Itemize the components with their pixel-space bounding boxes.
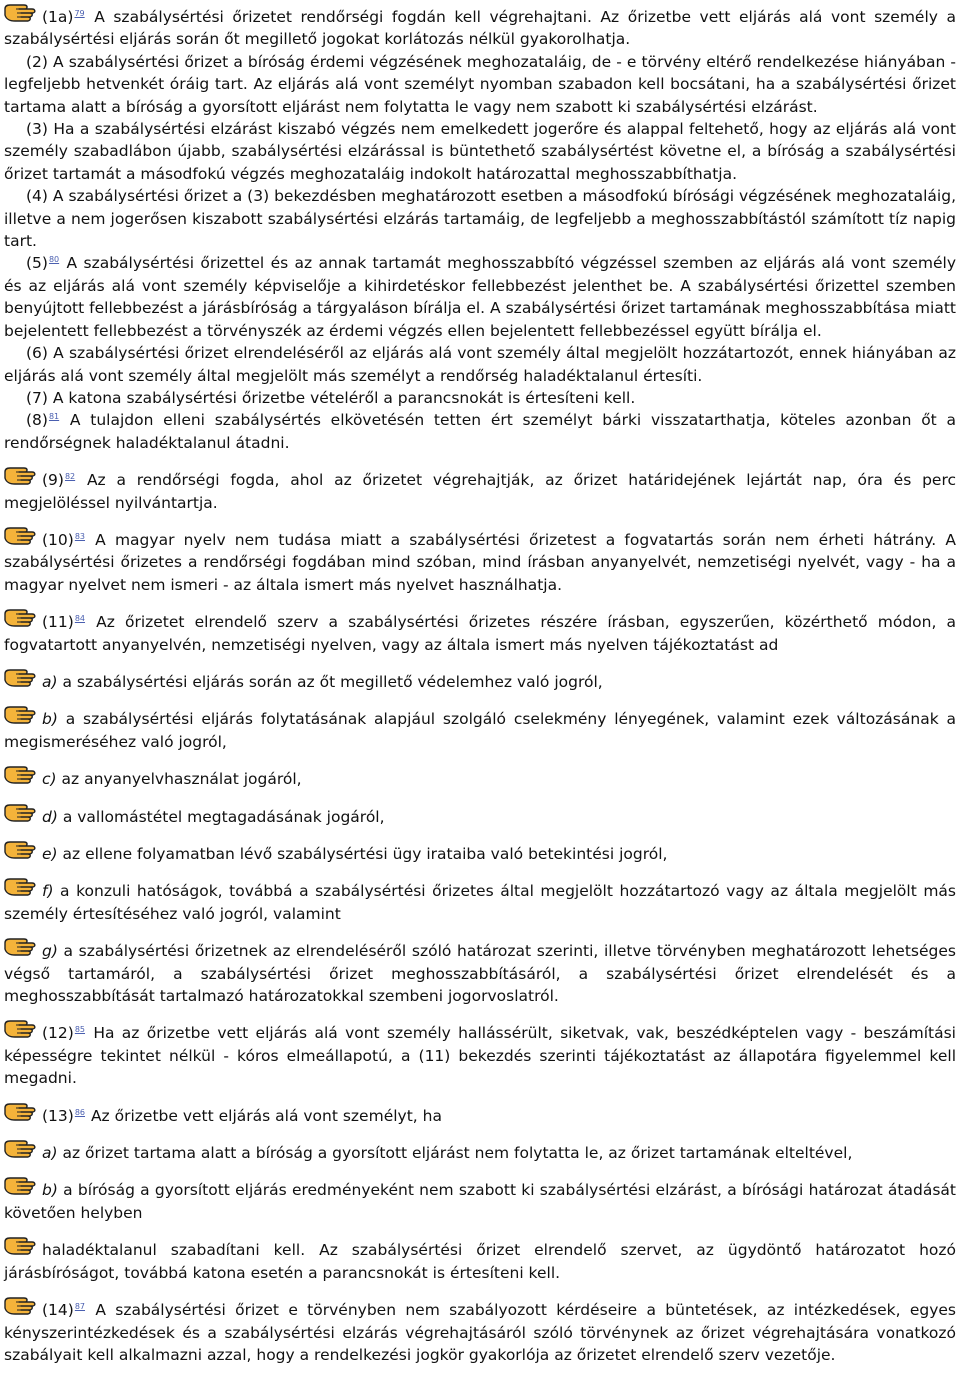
paragraph-number: (11) bbox=[42, 613, 74, 632]
paragraph-number: (5) bbox=[26, 254, 48, 273]
paragraph bbox=[4, 252, 956, 342]
paragraph-text: haladéktalanul szabadítani kell. Az szabálysértési őrizet elrendelő szervet, az ügydöntő határozatot hozó járásbíróságot, továbbá katona esetén a parancsnokát is értesíteni kell. bbox=[4, 1241, 956, 1282]
footnote-link[interactable]: 82 bbox=[64, 472, 76, 482]
paragraph-text: A szabálysértési őrizetet rendőrségi fogdán kell végrehajtani. Az őrizetbe vett eljárás alá vont személy a szabálysértési eljárás során őt megillető jogokat korlátozás nélkül gyakorolhatja. bbox=[4, 8, 956, 49]
paragraph-text: a vallomástétel megtagadásának jogáról, bbox=[57, 807, 385, 826]
paragraph-text: az őrizet tartama alatt a bíróság a gyorsított eljárást nem folytatta le, az őrizet tartamának elteltével, bbox=[57, 1144, 853, 1163]
paragraph-text: a szabálysértési eljárás folytatásának alapjául szolgáló cselekmény lényegének, valamint ezek változásának a megismeréséhez való jogról, bbox=[4, 710, 956, 751]
list-item bbox=[4, 702, 956, 753]
list-letter: b) bbox=[42, 710, 58, 729]
footnote-link[interactable]: 80 bbox=[48, 255, 60, 265]
paragraph-text: A katona szabálysértési őrizetbe vételéről a parancsnokát is értesíteni kell. bbox=[47, 388, 636, 407]
paragraph-text: az ellene folyamatban lévő szabálysértési ügy irataiba való betekintési jogról, bbox=[57, 845, 668, 863]
pointing-hand-icon[interactable] bbox=[4, 1136, 40, 1162]
paragraph bbox=[4, 342, 956, 387]
pointing-hand-icon[interactable] bbox=[4, 800, 40, 826]
paragraph bbox=[4, 118, 956, 185]
paragraph-number: (14) bbox=[42, 1301, 74, 1320]
paragraph bbox=[4, 1293, 956, 1366]
pointing-hand-icon[interactable] bbox=[4, 1016, 40, 1042]
list-letter: c) bbox=[42, 770, 57, 789]
list-letter: g) bbox=[42, 942, 58, 961]
paragraph-text: a szabálysértési eljárás során az őt megillető védelemhez való jogról, bbox=[57, 672, 603, 691]
paragraph-text: a konzuli hatóságok, továbbá a szabálysértési őrizetes által megjelölt hozzátartozó vagy az általa megjelölt más személy értesítéséhez való jogról, valamint bbox=[4, 882, 956, 923]
paragraph bbox=[4, 463, 956, 514]
paragraph-text: A szabálysértési őrizet e törvényben nem szabályozott kérdéseire a büntetések, az intézkedések, egyes kényszerintézkedések és a szabálysértési elzárás végrehajtásáról szóló törvénynek az őrizet végrehajtására vonatkozó szabályait kell alkalmazni azzal, hogy a rendelkezési jogkör gyakorlója az őrizetet elrendelő szerv vezetője. bbox=[4, 1301, 956, 1364]
list-item bbox=[4, 1173, 956, 1224]
list-letter: e) bbox=[42, 845, 58, 863]
pointing-hand-icon[interactable] bbox=[4, 837, 40, 863]
paragraph bbox=[4, 0, 956, 51]
pointing-hand-icon[interactable] bbox=[4, 0, 40, 26]
list-item bbox=[4, 837, 956, 865]
pointing-hand-icon[interactable] bbox=[4, 463, 40, 489]
list-letter: d) bbox=[42, 807, 58, 826]
paragraph bbox=[4, 1099, 956, 1127]
paragraph-number: (7) bbox=[26, 388, 48, 407]
paragraph-number: (10) bbox=[42, 530, 74, 549]
paragraph-number: (13) bbox=[42, 1106, 74, 1125]
paragraph-number: (3) bbox=[26, 120, 48, 139]
paragraph-text: A szabálysértési őrizettel és az annak tartamát meghosszabbító végzéssel szemben az eljárás alá vont személy és az eljárás alá vont személy képviselője a kihirdetéskor fellebbezést jelenthet be. A szabálysértési őrizettel szemben benyújtott fellebbezést a járásbíróság a tárgyaláson bírálja el. A szabálysértési őrizet tartamának meghosszabbítása miatt bejelentett fellebbezést a törvényszék az érdemi végzés ellen bejelentett fellebbezéssel együtt bírálja el. bbox=[4, 254, 956, 340]
pointing-hand-icon[interactable] bbox=[4, 702, 40, 728]
list-letter: b) bbox=[42, 1181, 58, 1200]
paragraph-text: A tulajdon elleni szabálysértés elkövetésén tetten ért személyt bárki visszatarthatja, köteles azonban őt a rendőrségnek haladéktalanul átadni. bbox=[4, 411, 956, 452]
paragraph-number: (2) bbox=[26, 52, 48, 71]
pointing-hand-icon[interactable] bbox=[4, 1293, 40, 1319]
paragraph-text: a szabálysértési őrizetnek az elrendeléséről szóló határozat szerinti, illetve törvényben meghatározott lehetséges végső tartamáról, a szabálysértési őrizet meghosszabbításáról, a szabálysértési őrizet elrendelését és a meghosszabbítását tartalmazó határozatokkal szembeni jogorvoslatról. bbox=[4, 942, 956, 1006]
list-letter: a) bbox=[42, 1144, 58, 1163]
paragraph-text: A szabálysértési őrizet a (3) bekezdésben meghatározott esetben a másodfokú bírósági végzésének meghozataláig, illetve a nem jogerősen kiszabott szabálysértési elzárás tartamáig, de legfeljebb a meghosszabbítástól számított tíz napig tart. bbox=[4, 187, 956, 251]
pointing-hand-icon[interactable] bbox=[4, 665, 40, 691]
paragraph bbox=[4, 51, 956, 118]
paragraph bbox=[4, 605, 956, 656]
paragraph-text: Ha az őrizetbe vett eljárás alá vont személy hallássérült, siketvak, vak, beszédképtelen vagy - beszámítási képességre tekintet nélkül - kóros elmeállapotú, a (11) bekezdés szerinti tájékoztatást az állapotára figyelemmel kell megadni. bbox=[4, 1024, 956, 1088]
pointing-hand-icon[interactable] bbox=[4, 1173, 40, 1199]
list-item bbox=[4, 800, 956, 828]
footnote-link[interactable]: 83 bbox=[74, 531, 86, 541]
list-letter: a) bbox=[42, 672, 58, 691]
paragraph-text: A szabálysértési őrizet elrendeléséről az eljárás alá vont személy által megjelölt hozzátartozót, ennek hiányában az eljárás alá vont személy által megjelölt más személyt a rendőrség haladéktalanul értesíti. bbox=[4, 344, 956, 385]
paragraph-number: (4) bbox=[26, 187, 48, 206]
pointing-hand-icon[interactable] bbox=[4, 1099, 40, 1125]
paragraph-number: (8) bbox=[26, 411, 48, 430]
paragraph-number: (12) bbox=[42, 1024, 74, 1043]
paragraph-text: Az őrizetbe vett eljárás alá vont személyt, ha bbox=[86, 1106, 442, 1125]
paragraph-text: a bíróság a gyorsított eljárás eredményeként nem szabott ki szabálysértési elzárást, a bírósági határozat átadását követően helyben bbox=[4, 1181, 956, 1222]
pointing-hand-icon[interactable] bbox=[4, 934, 40, 960]
footnote-link[interactable]: 79 bbox=[74, 9, 85, 18]
paragraph bbox=[4, 1233, 956, 1284]
pointing-hand-icon[interactable] bbox=[4, 1233, 40, 1259]
paragraph-number: (6) bbox=[26, 344, 48, 363]
footnote-link[interactable]: 81 bbox=[48, 412, 60, 422]
paragraph bbox=[4, 1016, 956, 1089]
footnote-link[interactable]: 85 bbox=[74, 1025, 86, 1035]
paragraph-text: Ha a szabálysértési elzárást kiszabó végzés nem emelkedett jogerőre és alappal feltehető, hogy az eljárás alá vont személy szabadlábon újabb, szabálysértési elzárással is büntethető szabálysértést követne el, a bíróság a szabálysértési őrizet tartamát a másodfokú végzés meghozataláig indokolt határozattal meghosszabbíthatja. bbox=[4, 120, 956, 183]
paragraph bbox=[4, 523, 956, 596]
paragraph bbox=[4, 409, 956, 454]
pointing-hand-icon[interactable] bbox=[4, 762, 40, 788]
pointing-hand-icon[interactable] bbox=[4, 523, 40, 549]
pointing-hand-icon[interactable] bbox=[4, 874, 40, 900]
paragraph bbox=[4, 185, 956, 252]
list-item bbox=[4, 665, 956, 693]
paragraph-text: Az a rendőrségi fogda, ahol az őrizetet végrehajtják, az őrizet határidejének lejártát nap, óra és perc megjelöléssel nyilvántartja. bbox=[4, 471, 956, 512]
paragraph-text: A magyar nyelv nem tudása miatt a szabálysértési őrizetest a fogvatartás során nem érheti hátrány. A szabálysértési őrizetes a rendőrségi fogdában mind szóban, mind írásban anyanyelvét, nemzetiségi nyelvét, vagy - ha a magyar nyelvet nem ismeri - az általa ismert más nyelvet használhatja. bbox=[4, 530, 956, 594]
paragraph bbox=[4, 387, 956, 409]
footnote-link[interactable]: 84 bbox=[74, 614, 86, 624]
footnote-link[interactable]: 86 bbox=[74, 1107, 86, 1117]
list-item bbox=[4, 874, 956, 925]
paragraph-number: (1a) bbox=[42, 8, 74, 26]
list-item bbox=[4, 762, 956, 790]
paragraph-number: (9) bbox=[42, 471, 64, 490]
paragraph-text: az anyanyelvhasználat jogáról, bbox=[56, 770, 302, 789]
pointing-hand-icon[interactable] bbox=[4, 605, 40, 631]
list-item bbox=[4, 934, 956, 1007]
list-letter: f) bbox=[42, 882, 54, 901]
paragraph-text: A szabálysértési őrizet a bíróság érdemi végzésének meghozataláig, de - e törvény eltérő rendelkezése hiányában - legfeljebb hetvenkét óráig tart. Az eljárás alá vont személyt nyomban szabadon kell bocsátani, ha a szabálysértési őrizet tartama alatt a bíróság a gyorsított eljárást nem folytatta le vagy nem szabott ki szabálysértési elzárást. bbox=[4, 52, 956, 116]
paragraph-text: Az őrizetet elrendelő szerv a szabálysértési őrizetes részére írásban, egyszerűen, közérthető módon, a fogvatartott anyanyelvén, nemzetiségi nyelven, vagy az általa ismert más nyelven tájékoztatást ad bbox=[4, 613, 956, 654]
footnote-link[interactable]: 87 bbox=[74, 1302, 86, 1312]
list-item bbox=[4, 1136, 956, 1164]
